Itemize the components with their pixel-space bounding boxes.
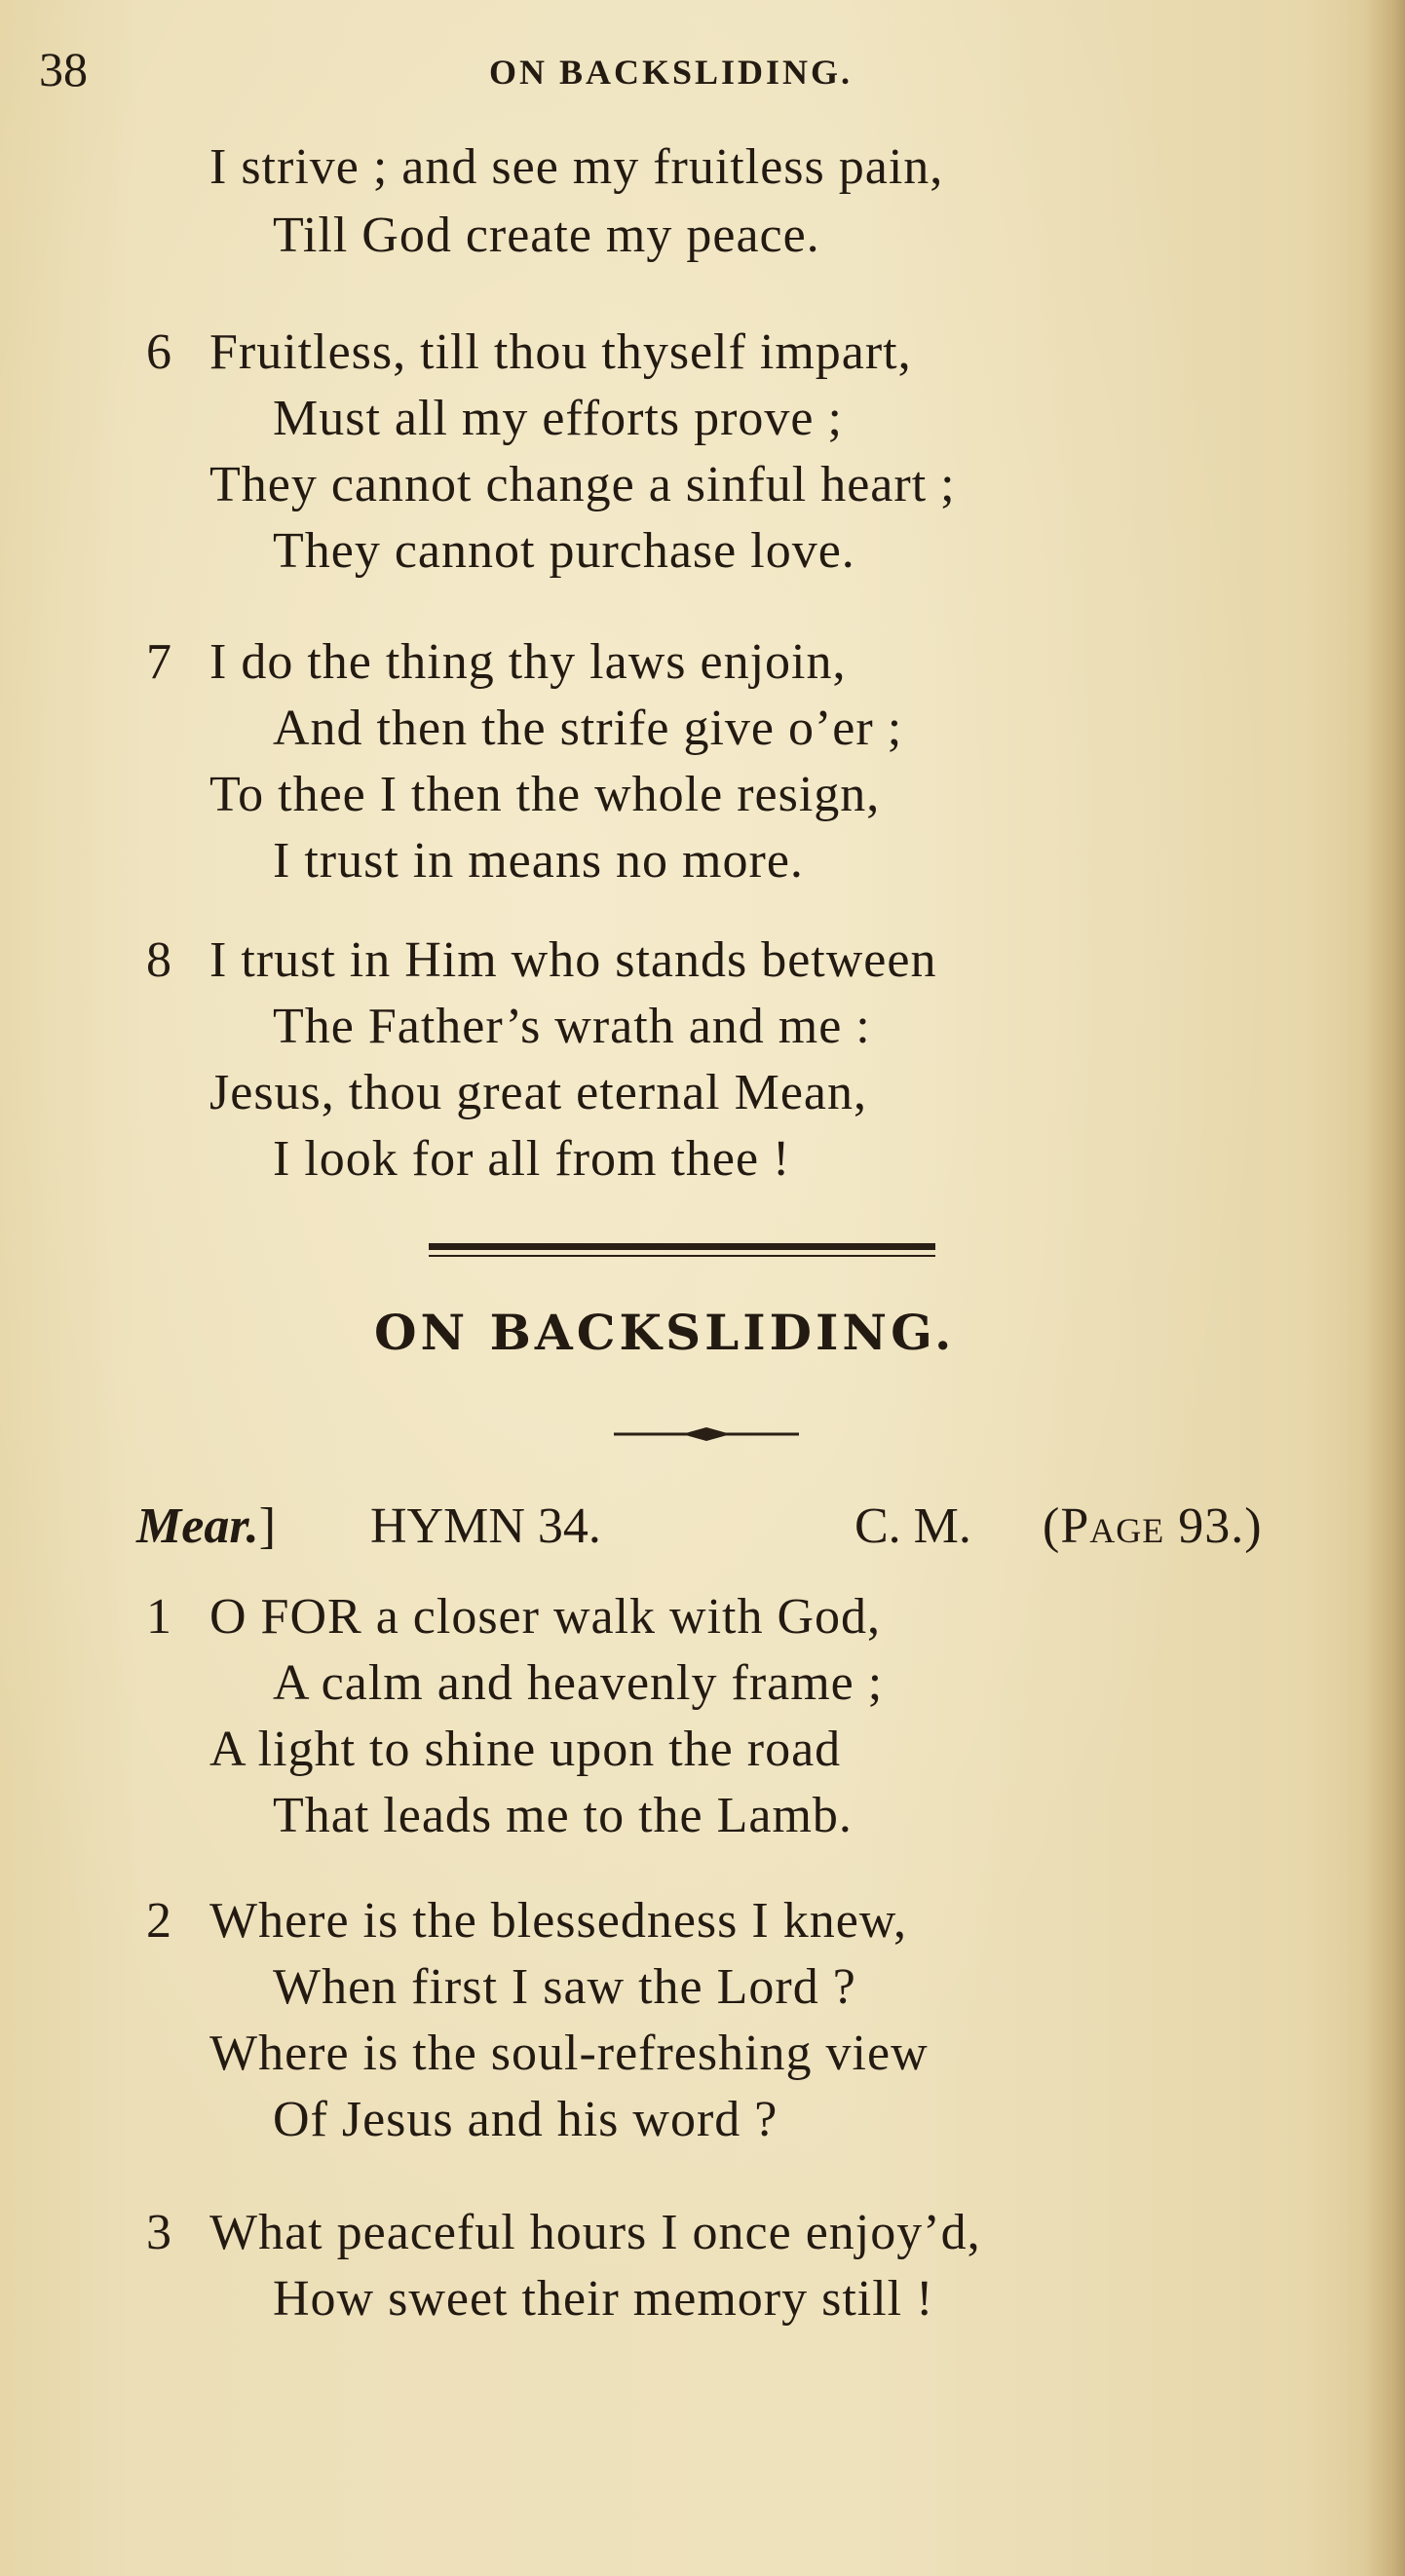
- tune-name: Mear.]: [136, 1498, 277, 1554]
- stanza-number: 1: [146, 1589, 171, 1645]
- verse-line: Where is the blessedness I knew,: [209, 1893, 907, 1949]
- page-edge-shadow: [1364, 0, 1405, 2576]
- section-rule-thin: [429, 1255, 935, 1257]
- stanza-number: 2: [146, 1893, 171, 1949]
- running-head: [39, 35, 1364, 103]
- verse-line: Must all my efforts prove ;: [273, 391, 843, 446]
- verse-line: And then the strife give o’er ;: [273, 701, 903, 756]
- stanza-number: 7: [146, 634, 171, 690]
- stanza-number: 8: [146, 932, 171, 988]
- page-number: 38: [39, 42, 88, 96]
- stanza-number: 3: [146, 2205, 171, 2260]
- page-reference: (Page 93.): [1043, 1498, 1263, 1554]
- verse-line: What peaceful hours I once enjoy’d,: [209, 2205, 981, 2260]
- verse-line: Of Jesus and his word ?: [273, 2092, 778, 2147]
- verse-line: A calm and heavenly frame ;: [273, 1655, 884, 1711]
- stanza-number: 6: [146, 324, 171, 380]
- running-title: ON BACKSLIDING.: [489, 53, 854, 92]
- ornament-dash-icon: [614, 1424, 799, 1444]
- section-heading: ON BACKSLIDING.: [374, 1304, 956, 1361]
- verse-line: I strive ; and see my fruitless pain,: [209, 139, 944, 195]
- verse-line: I trust in means no more.: [273, 833, 804, 889]
- verse-line: That leads me to the Lamb.: [273, 1788, 853, 1843]
- verse-line: I trust in Him who stands between: [209, 932, 937, 988]
- verse-line: The Father’s wrath and me :: [273, 999, 871, 1054]
- verse-line: A light to shine upon the road: [209, 1722, 842, 1777]
- verse-line: I do the thing thy laws enjoin,: [209, 634, 847, 690]
- verse-line: Jesus, thou great eternal Mean,: [209, 1065, 868, 1120]
- verse-line: They cannot change a sinful heart ;: [209, 457, 956, 512]
- verse-line: How sweet their memory still !: [273, 2271, 934, 2327]
- hymn-meter: C. M.: [854, 1498, 971, 1554]
- hymn-header: [136, 1496, 1393, 1564]
- verse-line: Till God create my peace.: [273, 208, 820, 263]
- hymn-number: HYMN 34.: [370, 1498, 601, 1554]
- verse-line: I look for all from thee !: [273, 1131, 791, 1187]
- verse-line: O FOR a closer walk with God,: [209, 1589, 882, 1645]
- section-rule-thick: [429, 1243, 935, 1250]
- verse-line: Where is the soul-refreshing view: [209, 2026, 929, 2081]
- verse-line: They cannot purchase love.: [273, 523, 855, 579]
- verse-line: When first I saw the Lord ?: [273, 1959, 856, 2015]
- verse-line: Fruitless, till thou thyself impart,: [209, 324, 912, 380]
- verse-line: To thee I then the whole resign,: [209, 767, 881, 822]
